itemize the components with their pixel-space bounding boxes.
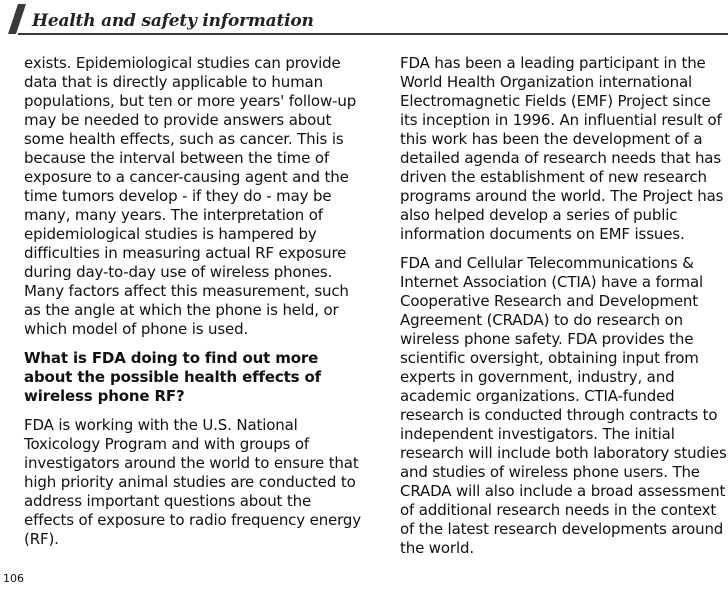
paragraph: FDA and Cellular Telecommunications & Internet Association (CTIA) have a formal Cooperative Research and Development Agreement (CRADA) to do research on wireless phone safety. FDA provides the scientific oversight, obtaining input from experts in government, industry, and academic organizations. CTIA-funded research is conducted through contracts to independent investigators. The initial research will include both laboratory studies and studies of wireless phone users. The CRADA will also include a broad assessment of additional research needs in the context of the latest research developments around the world. xyxy=(400,254,727,557)
right-column xyxy=(400,54,728,568)
section-title: Health and safety information xyxy=(32,11,314,31)
page-number: 106 xyxy=(3,572,24,585)
paragraph: exists. Epidemiological studies can provide data that is directly applicable to human populations, but ten or more years' follow-up may be needed to provide answers about some health effects, such as cancer. This is because the interval between the time of exposure to a cancer-causing agent and the time tumors develop - if they do - may be many, many years. The interpretation of epidemiological studies is hampered by difficulties in measuring actual RF exposure during day-to-day use of wireless phones. Many factors affect this measurement, such as the angle at which the phone is held, or which model of phone is used. xyxy=(24,54,357,338)
paragraph: FDA has been a leading participant in the World Health Organization international Electromagnetic Fields (EMF) Project since its inception in 1996. An influential result of this work has been the development of a detailed agenda of research needs that has driven the establishment of new research programs around the world. The Project has also helped develop a series of public information documents on EMF issues. xyxy=(400,54,724,243)
paragraph: FDA is working with the U.S. National Toxicology Program and with groups of investigators around the world to ensure that high priority animal studies are conducted to address important questions about the effects of exposure to radio frequency energy (RF). xyxy=(24,416,361,548)
left-column xyxy=(24,54,364,559)
section-heading: What is FDA doing to find out more about the possible health effects of wireless phone RF? xyxy=(24,349,322,405)
page-header xyxy=(0,0,728,38)
